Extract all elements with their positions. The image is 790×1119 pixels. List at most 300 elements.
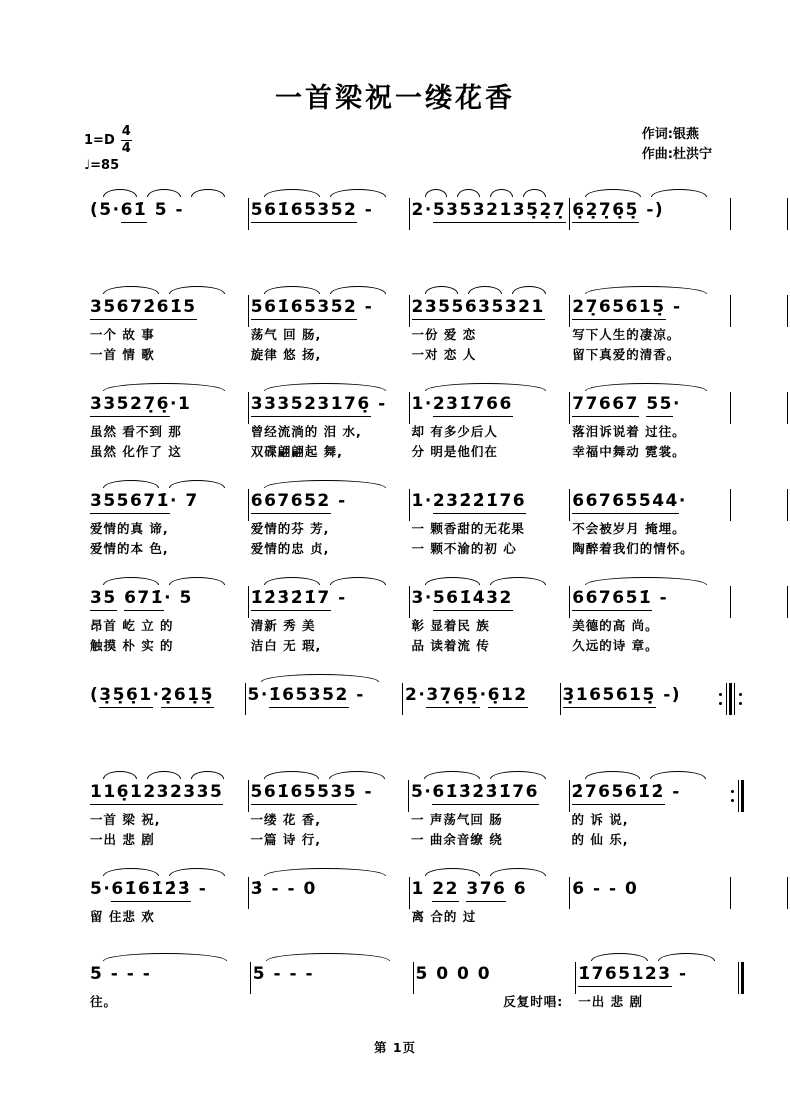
beamed-note-group: 61̇3̇2̇3̇1̇76	[432, 782, 539, 805]
lyric-line-2: 触摸 朴 实 的	[90, 638, 174, 654]
system-end-barline	[787, 489, 788, 521]
beamed-note-group: 1̇65352	[269, 685, 349, 708]
measure	[249, 771, 409, 848]
end-bar-repeat-end	[729, 771, 744, 812]
slur-arc	[591, 953, 648, 961]
lyric-line-2: 旋律 悠 扬,	[250, 347, 322, 363]
system-end-barline	[787, 392, 788, 424]
measure	[249, 868, 409, 925]
quarter-note-icon: ♩	[84, 158, 91, 174]
beamed-note-group: 35	[90, 588, 117, 611]
measure	[249, 577, 409, 654]
beamed-note-group: 561̇432	[433, 588, 513, 611]
beamed-note-group: 1̇2̇3̇2̇1̇7	[251, 588, 331, 611]
slur-arc	[425, 189, 448, 197]
score-system	[88, 577, 788, 654]
lyric-line-2: 的 仙 乐,	[571, 832, 629, 848]
lyric-line-2: 品 读着流 传	[411, 638, 490, 654]
score-system	[88, 868, 788, 925]
slur-arc	[103, 771, 137, 779]
note-line: 561̇65352 -	[251, 199, 401, 226]
lyric-line-1: 昂首 屹 立 的	[90, 618, 174, 634]
measure	[410, 189, 570, 226]
lyric-line-2: 爱情的本 色,	[90, 541, 169, 557]
lyric-line-1: 离 合的 过	[411, 909, 477, 925]
note-line: 667652 -	[251, 490, 401, 517]
lyric-line-2: 幸福中舞动 霓裳。	[572, 444, 686, 460]
end-bar-repeat-both	[717, 674, 744, 715]
slur-arc	[264, 577, 320, 585]
slur-row	[580, 577, 712, 586]
lyric-line-1: 一缕 花 香,	[250, 812, 321, 828]
beamed-note-group: 55	[646, 394, 673, 417]
slur-arc	[425, 868, 481, 876]
note-line: 561̇65535 -	[251, 781, 401, 808]
measure	[88, 286, 248, 363]
note-line: 1̇765123 -	[578, 963, 730, 990]
slur-arc	[425, 286, 459, 294]
credits-block	[642, 125, 712, 165]
system-end-barline	[787, 586, 788, 618]
slur-arc	[585, 383, 707, 391]
slur-arc	[585, 189, 641, 197]
beamed-note-group: 667652	[251, 491, 331, 514]
lyric-line-1	[251, 909, 401, 925]
lyric-line-1: 一首 梁 祝,	[90, 812, 161, 828]
slur-arc	[468, 286, 502, 294]
slur-arc	[264, 771, 320, 779]
barline	[734, 683, 735, 715]
measure	[570, 577, 730, 654]
measure	[88, 771, 248, 848]
repeat-dots	[717, 683, 724, 715]
slur-arc	[103, 189, 137, 197]
measure	[561, 674, 718, 711]
note-line	[412, 296, 562, 323]
slur-arc	[169, 868, 225, 876]
measure	[88, 868, 248, 925]
slur-row	[261, 953, 395, 962]
beamed-note-group: 2̇76561̇2̇	[572, 782, 665, 805]
slur-arc	[490, 577, 546, 585]
beamed-note-group: 2̣61̣5̣	[161, 685, 214, 708]
lyric-line-1: 落泪诉说着 过往。	[572, 424, 686, 440]
measure	[570, 189, 730, 226]
slur-arc	[103, 480, 159, 488]
note-line: 333523176̣ -	[251, 393, 401, 420]
measure	[88, 674, 245, 711]
slur-row	[256, 674, 385, 683]
measure	[88, 480, 248, 557]
lyric-line-2: 分 明是他们在	[411, 444, 498, 460]
lyric-line-1: 留 住悲 欢	[90, 909, 155, 925]
lyric-line-1: 往。	[90, 994, 118, 1010]
slur-row	[98, 480, 230, 489]
end-bar-single	[730, 383, 731, 424]
measure	[570, 771, 730, 848]
lyric-line-2: 一首 情 歌	[90, 347, 155, 363]
slur-row	[98, 674, 227, 683]
slur-arc	[264, 868, 386, 876]
beamed-note-group: 116̣1232335	[90, 782, 223, 805]
barline	[730, 489, 731, 521]
lyric-line-2: 一篇 诗 行,	[250, 832, 321, 848]
slur-arc	[191, 189, 225, 197]
beamed-note-group: 376	[466, 879, 506, 902]
slur-arc	[147, 771, 181, 779]
measure	[410, 286, 570, 363]
slur-arc	[264, 480, 386, 488]
slur-row	[420, 383, 552, 392]
system-end-barline	[787, 877, 788, 909]
note-line: 3̣165615̣ -)	[563, 684, 710, 711]
slur-arc	[169, 577, 225, 585]
barline	[730, 877, 731, 909]
slur-arc	[425, 383, 547, 391]
slur-arc	[585, 286, 707, 294]
repeat-dot	[719, 693, 722, 696]
end-bar-single	[730, 189, 731, 230]
lyric-line-1: 曾经流淌的 泪 水,	[250, 424, 362, 440]
end-bar-single	[730, 868, 731, 909]
slur-row	[420, 286, 552, 295]
note-line: 2·37̣6̣5̣·6̣12	[405, 684, 552, 711]
beamed-note-group: 355671̇	[90, 491, 170, 514]
slur-arc	[658, 953, 715, 961]
slur-row	[580, 383, 712, 392]
lyric-line-1: 不会被岁月 掩埋。	[572, 521, 686, 537]
beamed-note-group: 671̇	[124, 588, 164, 611]
beamed-note-group: 333523176̣	[251, 394, 371, 417]
slur-row	[580, 189, 712, 198]
measure	[570, 480, 730, 557]
slur-arc	[457, 189, 480, 197]
note-line: 5·61̇3̇2̇3̇1̇76	[411, 781, 561, 808]
note-line: 6̣2̣7̣6̣5̣ -)	[572, 199, 722, 226]
tempo-value: =85	[90, 158, 120, 174]
measure	[249, 189, 409, 226]
lyric-line-1	[253, 994, 405, 1010]
time-signature	[121, 125, 132, 155]
slur-arc	[264, 383, 386, 391]
slur-arc	[147, 189, 181, 197]
slur-row	[420, 868, 552, 877]
measure	[88, 577, 248, 654]
note-line: 5 - - -	[90, 964, 152, 985]
beamed-note-group: 61̇	[121, 200, 148, 223]
end-bar-single	[730, 577, 731, 618]
measure	[410, 577, 570, 654]
beamed-note-group: 1̇765123	[578, 964, 671, 987]
slur-arc	[264, 189, 320, 197]
slur-row	[259, 577, 391, 586]
lyric-line-1: 彰 显着民 族	[411, 618, 490, 634]
repeat-dot	[739, 693, 742, 696]
beamed-note-group: 6̣2̣7̣6̣5̣	[572, 200, 639, 223]
repeat-dots	[729, 780, 736, 812]
lyric-line-1: 一份 爱 恋	[411, 327, 477, 343]
barline	[730, 586, 731, 618]
slur-arc	[490, 868, 546, 876]
note-line: 3·561̇432	[412, 587, 562, 614]
note-line: 1·232̇2̇1̇76	[412, 490, 562, 517]
lyric-line-1: 的 诉 说,	[571, 812, 629, 828]
system-end-barline	[787, 198, 788, 230]
slur-arc	[191, 771, 225, 779]
note-line: 1̇2̇3̇2̇1̇7 -	[251, 587, 401, 614]
beamed-note-group: 33527̣6̣	[90, 394, 170, 417]
barline	[738, 780, 739, 812]
lyric-line-2: 久远的诗 章。	[572, 638, 659, 654]
lyricist-credit: 作词:银燕	[641, 127, 699, 142]
measure	[403, 674, 560, 711]
end-bar-single	[730, 480, 731, 521]
note-line: 2·53532135̣2̣7̣	[412, 199, 562, 226]
repeat-dot	[739, 702, 742, 705]
lyric-line-1: 一 声荡气回 肠	[411, 812, 503, 828]
slur-row	[98, 868, 230, 877]
note-line: 2̇76561̇2̇ -	[572, 781, 722, 808]
slur-arc	[103, 383, 225, 391]
slur-row	[424, 953, 558, 962]
measure	[414, 953, 576, 1010]
measure	[249, 383, 409, 460]
slur-row	[420, 480, 552, 489]
beamed-note-group: 667651̇	[572, 588, 652, 611]
note-line: 355671̇· 7	[90, 490, 240, 517]
score-system	[88, 674, 788, 715]
note-line: 5 - - -	[252, 964, 315, 985]
slur-arc	[103, 577, 159, 585]
barline	[730, 392, 731, 424]
slur-arc	[330, 577, 386, 585]
repeat-dot	[719, 702, 722, 705]
slur-arc	[585, 577, 707, 585]
measure	[249, 480, 409, 557]
slur-row	[259, 383, 391, 392]
slur-row	[259, 480, 391, 489]
song-title: 一首梁祝一缕花香	[275, 83, 515, 114]
barline	[730, 198, 731, 230]
lyric-line-1: 写下人生的凄凉。	[572, 327, 681, 343]
note-line: 667651̇ -	[572, 587, 722, 614]
time-signature-top: 4	[121, 124, 131, 139]
beamed-note-group: 53532135̣2̣7̣	[433, 200, 566, 223]
slur-row	[259, 868, 391, 877]
slur-row	[571, 674, 700, 683]
barline	[726, 683, 727, 715]
slur-arc	[103, 286, 159, 294]
note-line: 5 0 0 0	[415, 964, 492, 985]
measure	[576, 953, 738, 1010]
score-system	[88, 286, 788, 363]
slur-arc	[266, 953, 390, 961]
slur-arc	[650, 771, 706, 779]
slur-row	[259, 771, 391, 780]
note-line: 33527̣6̣·1	[90, 393, 240, 420]
slur-arc	[425, 577, 481, 585]
lyric-line-2: 一对 恋 人	[411, 347, 477, 363]
thick-barline	[741, 962, 744, 994]
score-header	[84, 125, 712, 173]
slur-arc	[330, 286, 386, 294]
measure	[88, 953, 250, 1010]
repeat-dot	[731, 799, 734, 802]
slur-row	[420, 189, 552, 198]
measure	[570, 286, 730, 363]
lyric-line-1: 美德的高 尚。	[572, 618, 659, 634]
beamed-note-group: 35672̇61̇5	[90, 297, 197, 320]
slur-row	[259, 286, 391, 295]
time-signature-bottom: 4	[121, 140, 131, 156]
score-system	[88, 953, 788, 1010]
lyric-line-2: 一出 悲 剧	[90, 832, 155, 848]
lyric-line-2: 爱情的忠 贞,	[250, 541, 330, 557]
beamed-note-group: 561̇65535	[251, 782, 358, 805]
lyric-line-1: 一个 故 事	[90, 327, 155, 343]
note-line: 27̣65615̣ -	[572, 296, 722, 323]
slur-row	[259, 189, 391, 198]
lyric-line-2: 虽然 化作了 这	[90, 444, 182, 460]
slur-row	[580, 868, 712, 877]
slur-arc	[264, 286, 320, 294]
note-line: (5·61̇ 5 -	[90, 199, 240, 226]
measure	[410, 383, 570, 460]
lyric-line-1: 清新 秀 美	[250, 618, 316, 634]
beamed-note-group: 561̇65352	[251, 200, 358, 223]
slur-arc	[490, 189, 513, 197]
score-system	[88, 383, 788, 460]
note-line: 77667 55·	[572, 393, 722, 420]
slur-row	[98, 771, 230, 780]
beamed-note-group: 3̣165615̣	[563, 685, 656, 708]
measure	[570, 383, 730, 460]
note-line: 6 - - 0	[572, 879, 639, 900]
measure	[88, 383, 248, 460]
thick-barline	[741, 780, 744, 812]
lyric-line-1: 却 有多少后人	[411, 424, 498, 440]
lyric-line-1: 爱情的真 谛,	[90, 521, 169, 537]
barline	[730, 295, 731, 327]
beamed-note-group: 3̣5̣6̣1	[99, 685, 152, 708]
measure	[246, 674, 403, 711]
slur-arc	[103, 868, 159, 876]
key-tempo-block	[84, 125, 132, 173]
lyric-line-2: 洁白 无 瑕,	[250, 638, 322, 654]
slur-arc	[512, 286, 546, 294]
lyric-line-1	[572, 909, 722, 925]
measure	[409, 771, 569, 848]
lyric-line-1: 爱情的芬 芳,	[250, 521, 330, 537]
beamed-note-group: 77667	[572, 394, 639, 417]
repeat-dots	[737, 683, 744, 715]
slur-arc	[261, 674, 380, 682]
slur-row	[580, 771, 712, 780]
note-line: 5·1̇65352 -	[248, 684, 395, 711]
beamed-note-group: 231̇766	[433, 394, 513, 417]
slur-row	[98, 189, 230, 198]
slur-arc	[585, 771, 641, 779]
note-line: 66765544·	[572, 490, 722, 517]
note-line: 561̇65352 -	[251, 296, 401, 323]
slur-row	[580, 480, 712, 489]
beamed-note-group: 66765544	[572, 491, 679, 514]
slur-arc	[490, 771, 546, 779]
lyric-line-1: 荡气 回 肠,	[250, 327, 322, 343]
measure	[570, 868, 730, 925]
beamed-note-group: 37̣6̣5̣	[426, 685, 479, 708]
score-system	[88, 480, 788, 557]
beamed-note-group: 61̇61̇2̇3̇	[111, 879, 191, 902]
beamed-note-group: 232̇2̇1̇76	[433, 491, 526, 514]
note-line: 1·231̇766	[412, 393, 562, 420]
note-line	[90, 781, 240, 808]
beamed-note-group: 6̣12	[488, 685, 528, 708]
slur-arc	[651, 189, 707, 197]
thick-barline	[729, 683, 732, 715]
note-line: 5·61̇61̇2̇3̇ -	[90, 878, 240, 905]
score-system	[88, 189, 788, 230]
slur-arc	[329, 771, 385, 779]
repeat-dot	[731, 790, 734, 793]
beamed-note-group: 22	[432, 879, 459, 902]
composer-credit: 作曲:杜洪宁	[641, 147, 712, 163]
slur-row	[98, 577, 230, 586]
note-line: 1 22 376 6	[412, 878, 562, 905]
measure	[410, 868, 570, 925]
lyric-line-1: 一出 悲 剧	[578, 994, 643, 1010]
slur-row	[98, 953, 232, 962]
beamed-note-group: 561̇65352	[251, 297, 358, 320]
note-line: 35 671̇· 5	[90, 587, 240, 614]
slur-row	[98, 383, 230, 392]
key-signature: 1=D	[84, 132, 115, 148]
slur-row	[419, 771, 551, 780]
slur-row	[420, 577, 552, 586]
lyric-line-2: 留下真爱的清香。	[572, 347, 681, 363]
slur-arc	[169, 286, 225, 294]
system-end-barline	[787, 295, 788, 327]
note-line: (3̣5̣6̣1·2̣61̣5̣	[90, 684, 237, 711]
slur-arc	[523, 189, 546, 197]
measure	[88, 189, 248, 226]
lyric-line-2: 双碟翩翩起 舞,	[250, 444, 343, 460]
end-bar-final	[738, 953, 744, 994]
slur-arc	[330, 189, 386, 197]
score-body	[88, 189, 788, 1010]
note-line: 3̇ - - 0	[250, 879, 317, 900]
slur-arc	[169, 480, 225, 488]
slur-arc	[103, 953, 227, 961]
slur-arc	[424, 771, 480, 779]
lyric-line-2: 陶醉着我们的情怀。	[572, 541, 694, 557]
beamed-note-group: 2355635321	[412, 297, 545, 320]
slur-row	[586, 953, 720, 962]
barline	[738, 962, 739, 994]
score-system	[88, 771, 788, 848]
end-bar-single	[730, 286, 731, 327]
lyric-line-2: 一 颗不渝的初 心	[411, 541, 517, 557]
lyric-line-2: 一 曲余音缭 绕	[411, 832, 503, 848]
beamed-note-group: 27̣65615̣	[572, 297, 665, 320]
lyric-line-1: 一 颗香甜的无花果	[411, 521, 525, 537]
lyric-line-1: 反复时唱:	[503, 994, 564, 1010]
measure	[249, 286, 409, 363]
measure	[251, 953, 413, 1010]
lyric-line-1: 虽然 看不到 那	[90, 424, 182, 440]
slur-row	[413, 674, 542, 683]
slur-row	[98, 286, 230, 295]
